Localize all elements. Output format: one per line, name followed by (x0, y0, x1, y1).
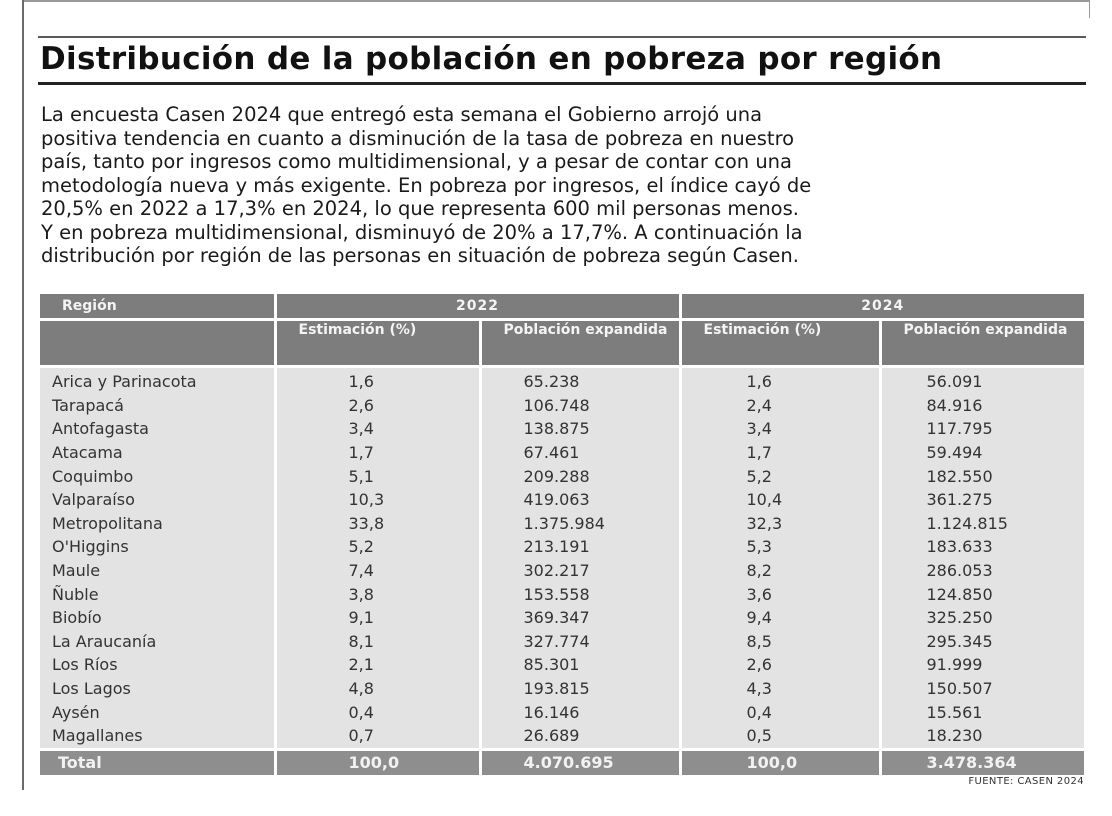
region-cell: Magallanes (40, 724, 275, 749)
table-row (40, 653, 1084, 677)
estimacion-2024-cell: 3,6 (680, 582, 880, 606)
region-cell: Aysén (40, 700, 275, 724)
poblacion-2024-cell: 325.250 (880, 606, 1084, 630)
total-label: Total (40, 749, 275, 775)
poblacion-2024-cell: 18.230 (880, 724, 1084, 749)
poblacion-2024-cell: 56.091 (880, 367, 1084, 394)
intro-line: 20,5% en 2022 a 17,3% en 2024, lo que representa 600 mil personas menos. (41, 197, 799, 220)
region-cell: Biobío (40, 606, 275, 630)
intro-line: Y en pobreza multidimensional, disminuyó de 20% a 17,7%. A continuación la (41, 220, 803, 244)
poblacion-2024-cell: 84.916 (880, 394, 1084, 418)
total-est-2022: 100,0 (275, 749, 480, 775)
header-poblacion-2022: Población expandida (480, 320, 680, 367)
header-poblacion-2024: Población expandida (880, 320, 1084, 367)
table-row (40, 700, 1084, 724)
table-row (40, 630, 1084, 654)
poverty-table (40, 294, 1084, 775)
header-year-2022: 2022 (275, 294, 680, 320)
poblacion-2022-cell: 302.217 (480, 559, 680, 583)
poblacion-2022-cell: 209.288 (480, 464, 680, 488)
poblacion-2024-cell: 124.850 (880, 582, 1084, 606)
region-cell: Los Ríos (40, 653, 275, 677)
region-cell: Los Lagos (40, 677, 275, 701)
estimacion-2022-cell: 3,8 (275, 582, 480, 606)
table-row (40, 441, 1084, 465)
estimacion-2022-cell: 33,8 (275, 512, 480, 536)
poblacion-2024-cell: 15.561 (880, 700, 1084, 724)
poblacion-2022-cell: 106.748 (480, 394, 680, 418)
poblacion-2022-cell: 153.558 (480, 582, 680, 606)
estimacion-2022-cell: 5,1 (275, 464, 480, 488)
estimacion-2024-cell: 9,4 (680, 606, 880, 630)
poblacion-2022-cell: 138.875 (480, 417, 680, 441)
poblacion-2022-cell: 369.347 (480, 606, 680, 630)
region-cell: Maule (40, 559, 275, 583)
table-row (40, 606, 1084, 630)
poblacion-2022-cell: 85.301 (480, 653, 680, 677)
region-cell: Arica y Parinacota (40, 367, 275, 394)
header-region: Región (40, 294, 275, 320)
header-estimacion-2024: Estimación (%) (680, 320, 880, 367)
table-row (40, 559, 1084, 583)
region-cell: Tarapacá (40, 394, 275, 418)
total-row (40, 749, 1084, 775)
total-est-2024: 100,0 (680, 749, 880, 775)
estimacion-2024-cell: 8,5 (680, 630, 880, 654)
estimacion-2022-cell: 8,1 (275, 630, 480, 654)
poblacion-2022-cell: 26.689 (480, 724, 680, 749)
poblacion-2024-cell: 150.507 (880, 677, 1084, 701)
poblacion-2022-cell: 327.774 (480, 630, 680, 654)
region-cell: O'Higgins (40, 535, 275, 559)
estimacion-2022-cell: 5,2 (275, 535, 480, 559)
table-row (40, 677, 1084, 701)
title-bottom-rule (38, 82, 1086, 85)
poblacion-2024-cell: 183.633 (880, 535, 1084, 559)
header-estimacion-2022: Estimación (%) (275, 320, 480, 367)
estimacion-2024-cell: 4,3 (680, 677, 880, 701)
estimacion-2022-cell: 1,6 (275, 367, 480, 394)
estimacion-2024-cell: 1,6 (680, 367, 880, 394)
estimacion-2024-cell: 8,2 (680, 559, 880, 583)
estimacion-2022-cell: 10,3 (275, 488, 480, 512)
poblacion-2024-cell: 91.999 (880, 653, 1084, 677)
poblacion-2022-cell: 193.815 (480, 677, 680, 701)
estimacion-2024-cell: 10,4 (680, 488, 880, 512)
region-cell: Coquimbo (40, 464, 275, 488)
poblacion-2022-cell: 67.461 (480, 441, 680, 465)
estimacion-2022-cell: 3,4 (275, 417, 480, 441)
estimacion-2024-cell: 1,7 (680, 441, 880, 465)
source-note: FUENTE: CASEN 2024 (968, 776, 1084, 787)
left-border (22, 0, 24, 790)
region-cell: Ñuble (40, 582, 275, 606)
table-row (40, 367, 1084, 394)
estimacion-2022-cell: 0,4 (275, 700, 480, 724)
table-row (40, 535, 1084, 559)
poblacion-2022-cell: 213.191 (480, 535, 680, 559)
poblacion-2024-cell: 361.275 (880, 488, 1084, 512)
table-row (40, 512, 1084, 536)
estimacion-2022-cell: 7,4 (275, 559, 480, 583)
region-cell: Valparaíso (40, 488, 275, 512)
estimacion-2024-cell: 3,4 (680, 417, 880, 441)
region-cell: Antofagasta (40, 417, 275, 441)
estimacion-2022-cell: 2,6 (275, 394, 480, 418)
estimacion-2022-cell: 0,7 (275, 724, 480, 749)
page-title: Distribución de la población en pobreza por región (40, 41, 943, 77)
estimacion-2024-cell: 0,4 (680, 700, 880, 724)
estimacion-2024-cell: 5,2 (680, 464, 880, 488)
right-border (1089, 0, 1090, 18)
total-pop-2024: 3.478.364 (880, 749, 1084, 775)
region-cell: La Araucanía (40, 630, 275, 654)
intro-line: país, tanto por ingresos como multidimensional, y a pesar de contar con una (41, 150, 792, 173)
header-year-2024: 2024 (680, 294, 1084, 320)
poblacion-2024-cell: 117.795 (880, 417, 1084, 441)
intro-line: metodología nueva y más exigente. En pobreza por ingresos, el índice cayó de (41, 173, 812, 197)
table-row (40, 394, 1084, 418)
table-row (40, 417, 1084, 441)
estimacion-2022-cell: 9,1 (275, 606, 480, 630)
poblacion-2022-cell: 419.063 (480, 488, 680, 512)
poblacion-2024-cell: 1.124.815 (880, 512, 1084, 536)
total-pop-2022: 4.070.695 (480, 749, 680, 775)
intro-line: distribución por región de las personas en situación de pobreza según Casen. (41, 244, 799, 267)
intro-line: La encuesta Casen 2024 que entregó esta semana el Gobierno arrojó una (41, 103, 763, 126)
poblacion-2024-cell: 182.550 (880, 464, 1084, 488)
region-cell: Metropolitana (40, 512, 275, 536)
intro-paragraph (41, 103, 1091, 268)
intro-line: positiva tendencia en cuanto a disminución de la tasa de pobreza en nuestro (41, 126, 795, 150)
table-row (40, 724, 1084, 749)
estimacion-2022-cell: 1,7 (275, 441, 480, 465)
estimacion-2022-cell: 4,8 (275, 677, 480, 701)
estimacion-2024-cell: 2,6 (680, 653, 880, 677)
table-row (40, 488, 1084, 512)
estimacion-2024-cell: 32,3 (680, 512, 880, 536)
table-row (40, 582, 1084, 606)
table-row (40, 464, 1084, 488)
poblacion-2024-cell: 295.345 (880, 630, 1084, 654)
header-region-blank (40, 320, 275, 367)
poblacion-2022-cell: 16.146 (480, 700, 680, 724)
poblacion-2022-cell: 1.375.984 (480, 512, 680, 536)
poblacion-2024-cell: 59.494 (880, 441, 1084, 465)
estimacion-2024-cell: 5,3 (680, 535, 880, 559)
top-border (22, 0, 1090, 2)
poblacion-2022-cell: 65.238 (480, 367, 680, 394)
region-cell: Atacama (40, 441, 275, 465)
estimacion-2024-cell: 2,4 (680, 394, 880, 418)
estimacion-2024-cell: 0,5 (680, 724, 880, 749)
estimacion-2022-cell: 2,1 (275, 653, 480, 677)
poblacion-2024-cell: 286.053 (880, 559, 1084, 583)
